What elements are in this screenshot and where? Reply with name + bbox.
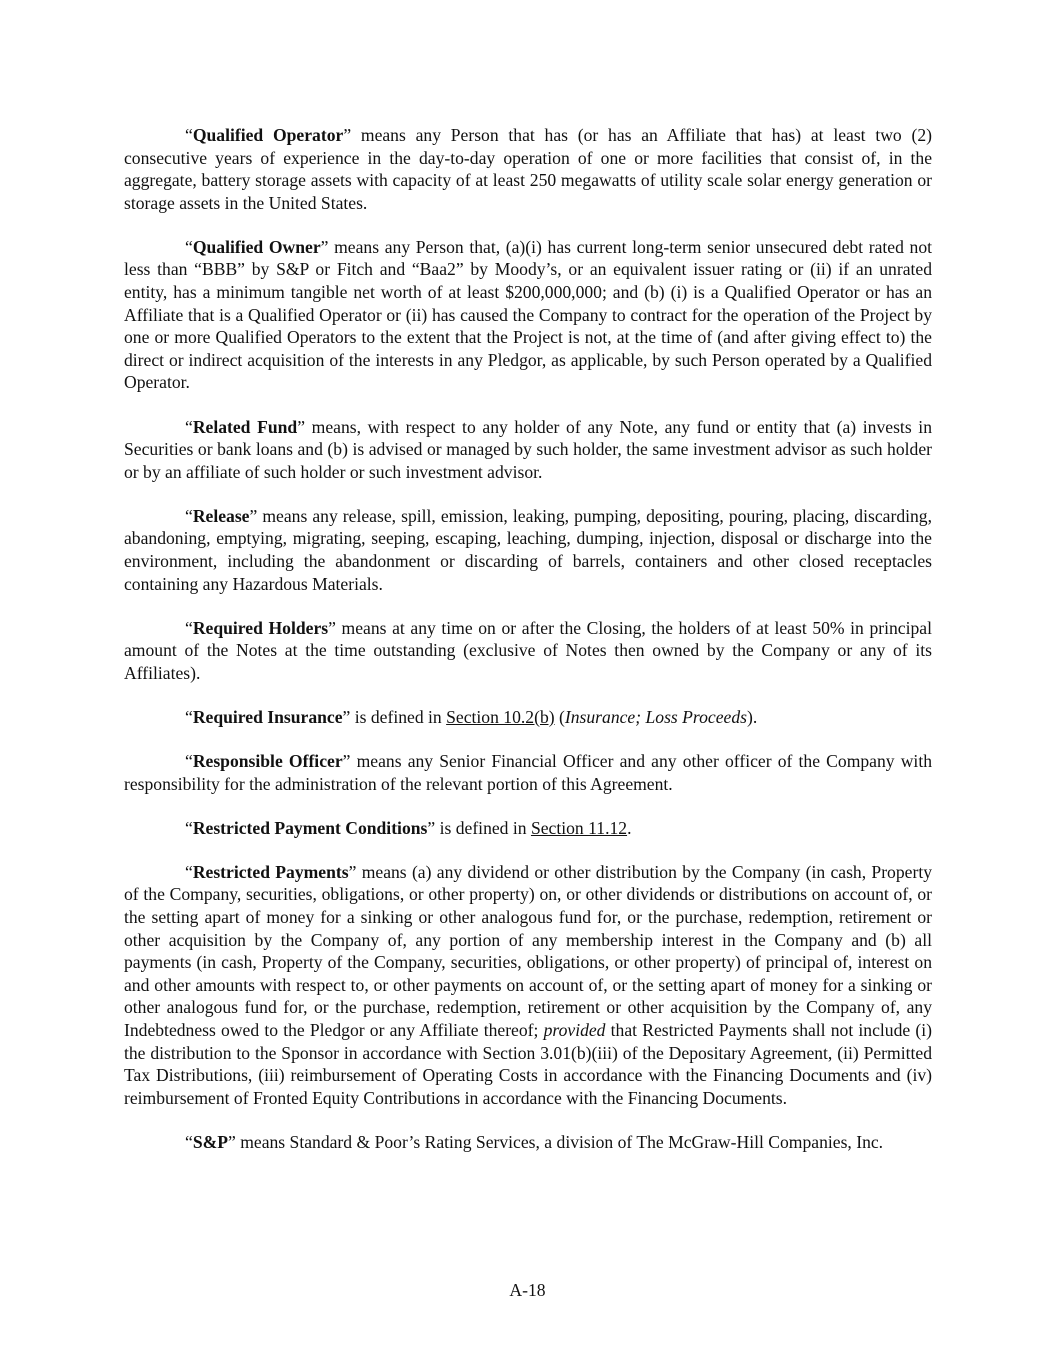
definition-text: ” means (a) any dividend or other distribution by the Company (in cash, Property of the Company, securities, obligations, or other property) on, or other dividends or distributions on account of, or the setting apart of money for a sinking or other analogous fund for, or the purchase, redemption, retirement or other acquisition by the Company of, any portion of any membership interest in the Company and (b) all payments (in cash, Property of the Company, securities, obligations, or other property) of principal of, interest on and other amounts with respect to, or other payments on account of, or the setting apart of money for a sinking or other analogous fund for, or the purchase, redemption, retirement or other acquisition by the Company of, any Indebtedness owed to the Pledgor or any Affiliate thereof;	[124, 861, 932, 1040]
section-caption: Insurance; Loss Proceeds	[564, 706, 747, 727]
definition-text: ” means at any time on or after the Closing, the holders of at least 50% in principal amount of the Notes at the time outstanding (exclusive of Notes then owned by the Company or any of its Affiliates).	[124, 617, 932, 683]
defined-term: S&P	[192, 1131, 228, 1152]
section-reference: Section 11.12	[530, 817, 628, 838]
definition-text: ” means, with respect to any holder of any Note, any fund or entity that (a) invests in Securities or bank loans and (b) is advised or managed by such holder, the same investment advisor as such holder or by an affiliate of such holder or such investment advisor.	[124, 416, 932, 482]
defined-term: Related Fund	[192, 416, 298, 437]
definition-qualified-operator: “Qualified Operator” means any Person that has (or has an Affiliate that has) at least two (2) consecutive years of experience in the day-to-day operation of one or more facilities that consist of, in the aggregate, battery storage assets with capacity of at least 250 megawatts of utility scale solar energy generation or storage assets in the United States.	[124, 125, 932, 213]
definition-text: ” is defined in	[342, 706, 447, 727]
definition-qualified-owner: “Qualified Owner” means any Person that, (a)(i) has current long-term senior unsecured debt rated not less than “BBB” by S&P or Fitch and “Baa2” by Moody’s, or an equivalent issuer rating or (ii) if an unrated entity, has a minimum tangible net worth of at least $200,000,000; and (b) (i) is a Qualified Operator or has an Affiliate that is a Qualified Operator or (ii) has caused the Company to contract for the operation of the Project by one or more Qualified Operators to the extent that the Project is not, at the time of (and after giving effect to) the direct or indirect acquisition of the interests in any Pledgor, as applicable, by such Person operated by a Qualified Operator.	[124, 236, 933, 393]
definition-text: (	[554, 706, 565, 727]
defined-term: Qualified Operator	[192, 125, 344, 145]
definition-release: “Release” means any release, spill, emission, leaking, pumping, depositing, pouring, placing, discarding, abandoning, emptying, migrating, seeping, escaping, leaching, dumping, injection, disposal or discharge into the environment, including the abandonment or discarding of barrels, containers and other closed receptacles containing any Hazardous Materials.	[124, 505, 932, 594]
definition-text: ” means any release, spill, emission, leaking, pumping, depositing, pouring, placing, discarding, abandoning, emptying, migrating, seeping, escaping, leaching, dumping, injection, disposal or discharge into the environment, including the abandonment or discarding of barrels, containers and other closed receptacles containing any Hazardous Materials.	[124, 505, 932, 594]
defined-term: Required Insurance	[192, 706, 343, 727]
definition-text: ” means any Senior Financial Officer and any other officer of the Company with responsibility for the administration of the relevant portion of this Agreement.	[124, 751, 933, 794]
defined-term: Qualified Owner	[192, 236, 321, 257]
definition-s-and-p: “S&P” means Standard & Poor’s Rating Services, a division of The McGraw-Hill Companies, Inc.	[185, 1131, 884, 1152]
definition-text: ” means any Person that, (a)(i) has current long-term senior unsecured debt rated not less than “BBB” by S&P or Fitch and “Baa2” by Moody’s, or an equivalent issuer rating or (ii) if an unrated entity, has a minimum tangible net worth of at least $200,000,000; and (b) (i) is a Qualified Operator or has an Affiliate that is a Qualified Operator or (ii) has caused the Company to contract for the operation of the Project by one or more Qualified Operators to the extent that the Project is not, at the time of (and after giving effect to) the direct or indirect acquisition of the interests in any Pledgor, as applicable, by such Person operated by a Qualified Operator.	[124, 236, 933, 393]
definition-text: ).	[746, 706, 758, 727]
definition-text: ” means any Person that has (or has an Affiliate that has) at least two (2) consecutive years of experience in the day-to-day operation of one or more facilities that consist of, in the aggregate, battery storage assets with capacity of at least 250 megawatts of utility scale solar energy generation or storage assets in the United States.	[124, 125, 932, 213]
defined-term: Responsible Officer	[192, 751, 343, 772]
definition-related-fund: “Related Fund” means, with respect to any holder of any Note, any fund or entity that (a) invests in Securities or bank loans and (b) is advised or managed by such holder, the same investment advisor as such holder or by an affiliate of such holder or such investment advisor.	[124, 416, 932, 482]
defined-term: Restricted Payments	[192, 861, 349, 882]
definition-restricted-payments: “Restricted Payments” means (a) any dividend or other distribution by the Company (in cash, Property of the Company, securities, obligations, or other property) on, or other dividends or distributions on account of, or the setting apart of money for a sinking or other analogous fund for, or the purchase, redemption, retirement or other acquisition by the Company of, any portion of any membership interest in the Company and (b) all payments (in cash, Property of the Company, securities, obligations, or other property) of principal of, interest on and other amounts with respect to, or other payments on account of, or the setting apart of money for a sinking or other analogous fund for, or the purchase, redemption, retirement or other acquisition by the Company of, any Indebtedness owed to the Pledgor or any Affiliate thereof; provided that Restricted Payments shall not include (i) the distribution to the Sponsor in accordance with Section 3.01(b)(iii) of the Depositary Agreement, (ii) Permitted Tax Distributions, (iii) reimbursement of Operating Costs in accordance with the Financing Documents and (iv) reimbursement of Fronted Equity Contributions in accordance with the Financing Documents.	[124, 861, 932, 1108]
definition-text: ” is defined in	[427, 817, 531, 838]
definition-required-insurance: “Required Insurance” is defined in Section 10.2(b) (Insurance; Loss Proceeds).	[185, 706, 758, 727]
definition-responsible-officer: “Responsible Officer” means any Senior Financial Officer and any other officer of the Company with responsibility for the administration of the relevant portion of this Agreement.	[124, 751, 933, 794]
definition-text: ” means Standard & Poor’s Rating Services, a division of The McGraw-Hill Companies, Inc.	[228, 1131, 884, 1152]
definition-required-holders: “Required Holders” means at any time on or after the Closing, the holders of at least 50% in principal amount of the Notes at the time outstanding (exclusive of Notes then owned by the Company or any of its Affiliates).	[124, 617, 932, 683]
document-page	[124, 124, 932, 1153]
proviso-word: provided	[543, 1020, 606, 1040]
defined-term: Release	[192, 505, 250, 526]
page-number: A-18	[509, 1280, 546, 1300]
definition-text: .	[627, 817, 632, 838]
section-reference: Section 10.2(b)	[446, 706, 555, 727]
definition-restricted-payment-conditions: “Restricted Payment Conditions” is defined in Section 11.12.	[185, 817, 632, 838]
defined-term: Restricted Payment Conditions	[192, 817, 428, 838]
definition-text: that Restricted Payments shall not include (i) the distribution to the Sponsor in accordance with Section 3.01(b)(iii) of the Depositary Agreement, (ii) Permitted Tax Distributions, (iii) reimbursement of Operating Costs in accordance with the Financing Documents and (iv) reimbursement of Fronted Equity Contributions in accordance with the Financing Documents.	[124, 1020, 932, 1108]
defined-term: Required Holders	[192, 617, 329, 638]
